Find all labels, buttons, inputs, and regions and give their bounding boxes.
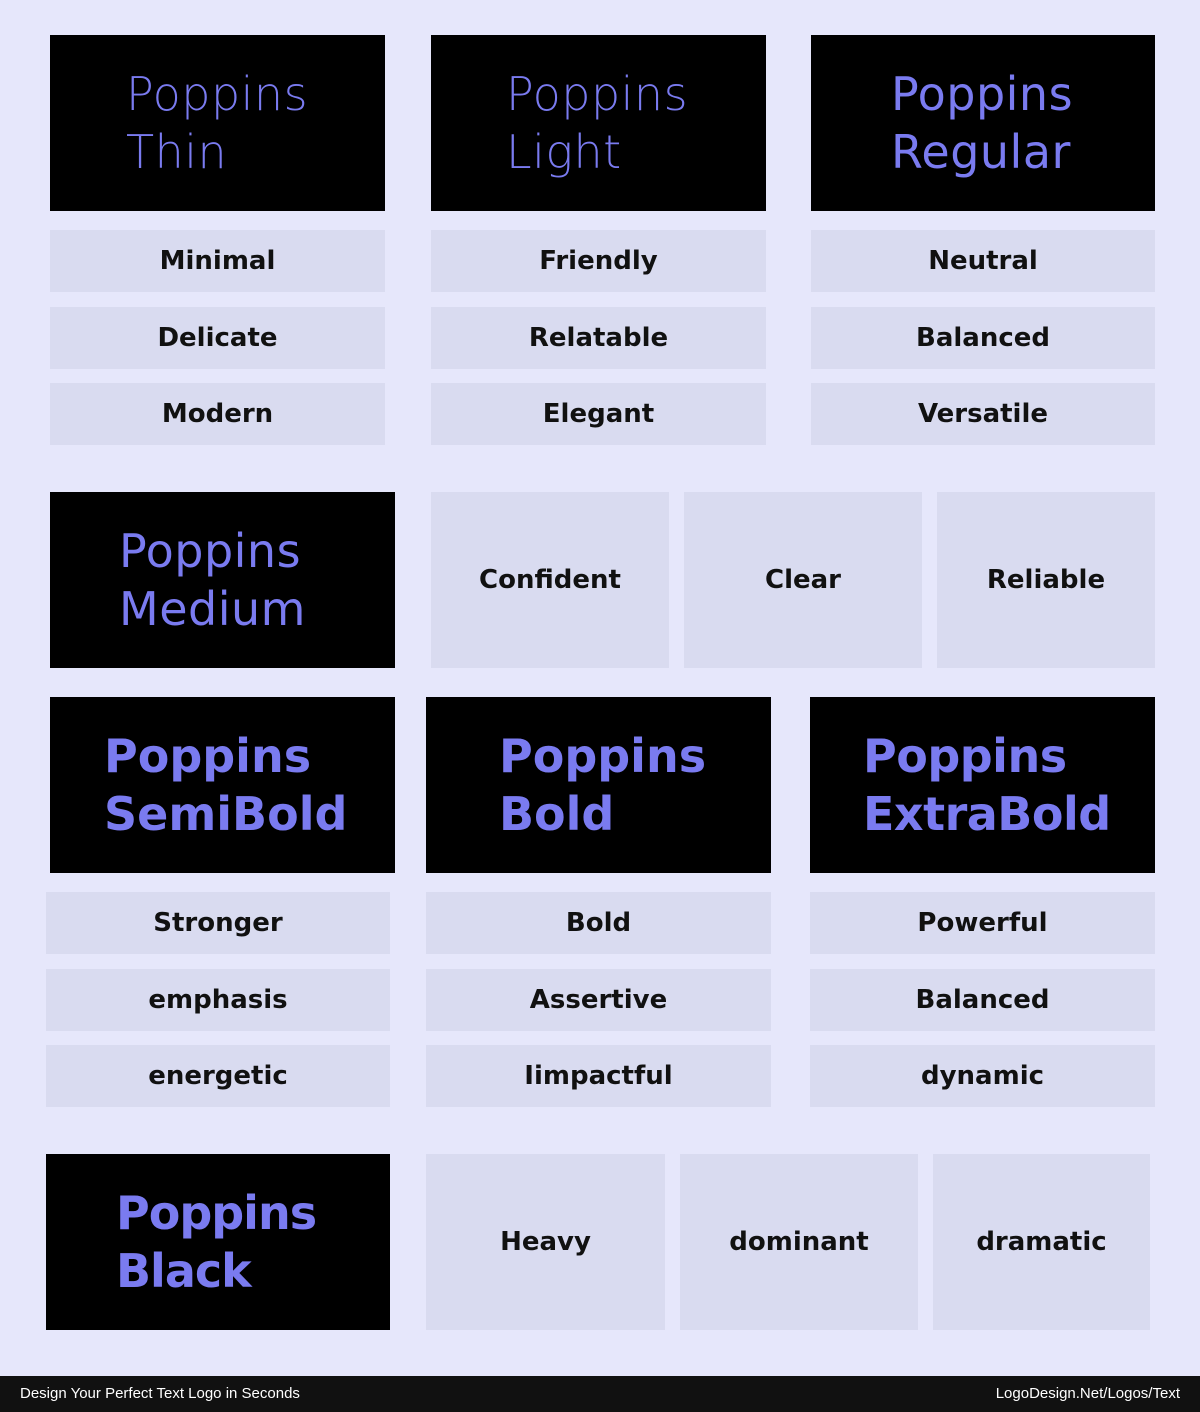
tag-emphasis: emphasis bbox=[46, 969, 390, 1031]
tag-balanced-2: Balanced bbox=[810, 969, 1155, 1031]
font-name-line1: Poppins bbox=[499, 729, 707, 783]
font-name-line2: Bold bbox=[499, 787, 615, 841]
font-name-line1: Poppins bbox=[119, 524, 302, 578]
tag-confident: Confident bbox=[431, 492, 669, 668]
tag-dramatic: dramatic bbox=[933, 1154, 1150, 1330]
footer-tagline: Design Your Perfect Text Logo in Seconds bbox=[20, 1385, 300, 1402]
font-name-line2: Regular bbox=[891, 125, 1071, 179]
poppins-light-card bbox=[431, 35, 766, 211]
tag-heavy: Heavy bbox=[426, 1154, 665, 1330]
tag-friendly: Friendly bbox=[431, 230, 766, 292]
poppins-regular-card bbox=[811, 35, 1155, 211]
font-name-line1: Poppins bbox=[506, 67, 689, 121]
font-name-line1: Poppins bbox=[116, 1186, 317, 1240]
font-name-line2: Black bbox=[116, 1244, 251, 1298]
tag-energetic: energetic bbox=[46, 1045, 390, 1107]
font-name-line2: ExtraBold bbox=[863, 787, 1111, 841]
font-name-line2: Light bbox=[506, 125, 622, 179]
tag-dynamic: dynamic bbox=[810, 1045, 1155, 1107]
poppins-black-card bbox=[46, 1154, 390, 1330]
tag-bold: Bold bbox=[426, 892, 771, 954]
tag-versatile: Versatile bbox=[811, 383, 1155, 445]
font-name-line1: Poppins bbox=[104, 729, 312, 783]
tag-modern: Modern bbox=[50, 383, 385, 445]
tag-impactful: Iimpactful bbox=[426, 1045, 771, 1107]
poppins-bold-card bbox=[426, 697, 771, 873]
poppins-thin-card bbox=[50, 35, 385, 211]
font-name-line1: Poppins bbox=[863, 729, 1067, 783]
tag-minimal: Minimal bbox=[50, 230, 385, 292]
footer-link[interactable]: LogoDesign.Net/Logos/Text bbox=[995, 1385, 1180, 1402]
tag-assertive: Assertive bbox=[426, 969, 771, 1031]
tag-clear: Clear bbox=[684, 492, 922, 668]
tag-balanced: Balanced bbox=[811, 307, 1155, 369]
tag-elegant: Elegant bbox=[431, 383, 766, 445]
tag-reliable: Reliable bbox=[937, 492, 1155, 668]
tag-relatable: Relatable bbox=[431, 307, 766, 369]
tag-stronger: Stronger bbox=[46, 892, 390, 954]
font-name-line1: Poppins bbox=[891, 67, 1074, 121]
font-name-line2: Medium bbox=[119, 582, 306, 636]
font-name-line2: Thin bbox=[126, 125, 228, 179]
tag-neutral: Neutral bbox=[811, 230, 1155, 292]
poppins-semibold-card bbox=[50, 697, 395, 873]
tag-powerful: Powerful bbox=[810, 892, 1155, 954]
font-name-line2: SemiBold bbox=[104, 787, 348, 841]
poppins-medium-card bbox=[50, 492, 395, 668]
footer-bar bbox=[0, 1376, 1200, 1412]
tag-dominant: dominant bbox=[680, 1154, 918, 1330]
poppins-extrabold-card bbox=[810, 697, 1155, 873]
font-name-line1: Poppins bbox=[126, 67, 309, 121]
tag-delicate: Delicate bbox=[50, 307, 385, 369]
